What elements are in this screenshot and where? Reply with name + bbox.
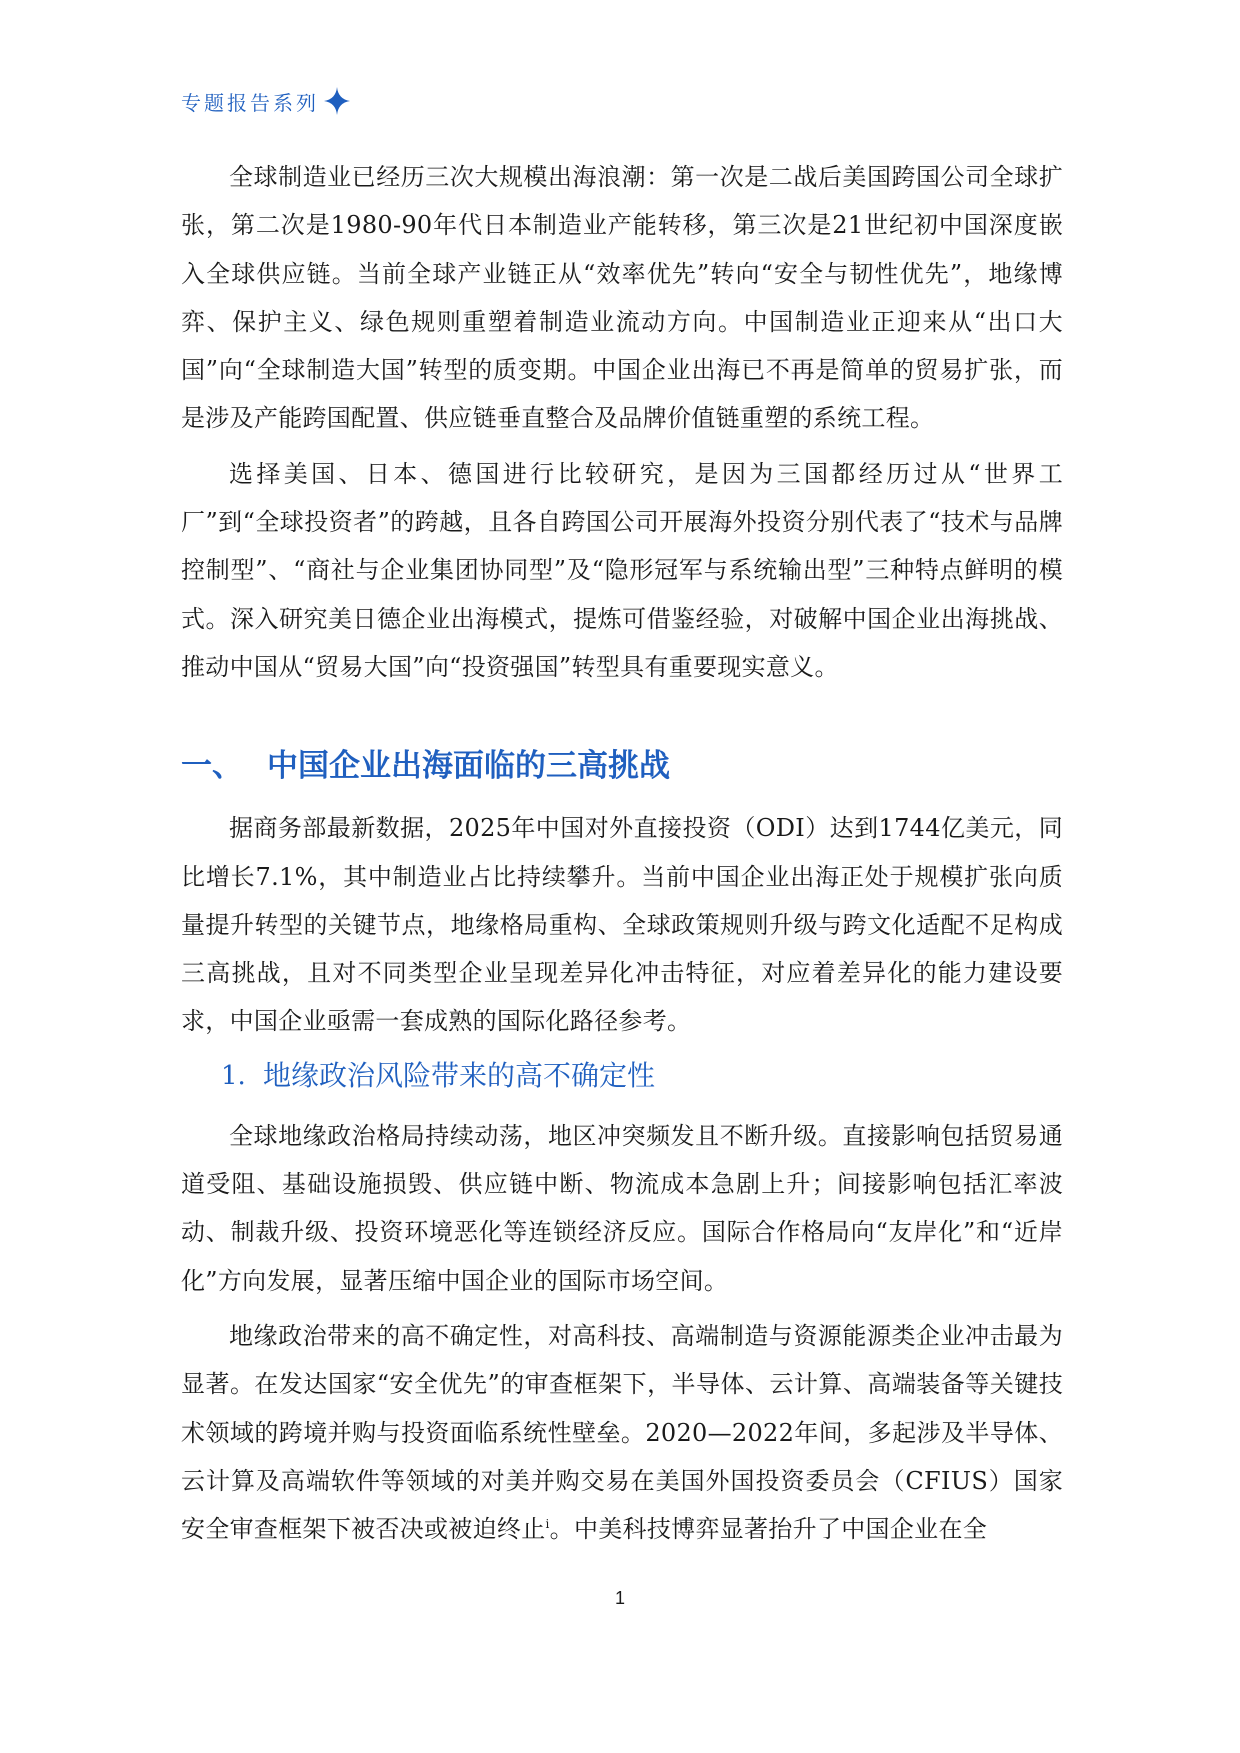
four-point-star-icon <box>323 86 351 116</box>
subsection-paragraph-1: 全球地缘政治格局持续动荡，地区冲突频发且不断升级。直接影响包括贸易通道受阻、基础设施损毁、供应链中断、物流成本急剧上升；间接影响包括汇率波动、制裁升级、投资环境恶化等连锁经济反应。国际合作格局向“友岸化”和“近岸化”方向发展，显著压缩中国企业的国际市场空间。 <box>181 1121 1063 1295</box>
report-series-title: 专题报告系列 <box>181 90 319 115</box>
section-paragraph: 据商务部最新数据，2025年中国对外直接投资（ODI）达到1744亿美元，同比增长7.1%，其中制造业占比持续攀升。当前中国企业出海正处于规模扩张向质量提升转型的关键节点，地缘格局重构、全球政策规则升级与跨文化适配不足构成三高挑战，且对不同类型企业呈现差异化冲击特征，对应着差异化的能力建设要求，中国企业亟需一套成熟的国际化路径参考。 <box>181 814 1063 1036</box>
intro-paragraph-1: 全球制造业已经历三次大规模出海浪潮：第一次是二战后美国跨国公司全球扩张，第二次是1980-90年代日本制造业产能转移，第三次是21世纪初中国深度嵌入全球供应链。当前全球产业链正从“效率优先”转向“安全与韧性优先”，地缘博弈、保护主义、绿色规则重塑着制造业流动方向。中国制造业正迎来从“出口大国”向“全球制造大国”转型的质变期。中国企业出海已不再是简单的贸易扩张，而是涉及产能跨国配置、供应链垂直整合及品牌价值链重塑的系统工程。 <box>181 163 1063 433</box>
report-header <box>181 86 351 116</box>
section-title: 中国企业出海面临的三高挑战 <box>267 748 670 785</box>
intro-paragraph-2: 选择美国、日本、德国进行比较研究，是因为三国都经历过从“世界工厂”到“全球投资者”的跨越，且各自跨国公司开展海外投资分别代表了“技术与品牌控制型”、“商社与企业集团协同型”及“隐形冠军与系统输出型”三种特点鲜明的模式。深入研究美日德企业出海模式，提炼可借鉴经验，对破解中国企业出海挑战、推动中国从“贸易大国”向“投资强国”转型具有重要现实意义。 <box>181 459 1063 681</box>
document-body <box>181 153 1063 1553</box>
subsection-title: 地缘政治风险带来的高不确定性 <box>263 1058 656 1092</box>
page-number: 1 <box>614 1588 625 1608</box>
subsection-number: 1. <box>221 1060 246 1091</box>
section-heading <box>181 740 1063 792</box>
section-number: 一、 <box>181 748 243 785</box>
subsection-heading <box>181 1054 1063 1098</box>
paragraph-text-part-1: 地缘政治带来的高不确定性，对高科技、高端制造与资源能源类企业冲击最为显著。在发达国家“安全优先”的审查框架下，半导体、云计算、高端装备等关键技术领域的跨境并购与投资面临系统性壁垒。2020—2022年间，多起涉及半导体、云计算及高端软件等领域的对美并购交易在美国外国投资委员会（CFIUS）国家安全审查框架下被否决或被迫终止 <box>181 1321 1063 1544</box>
paragraph-text-part-2: 。中美科技博弈显著抬升了中国企业在全 <box>549 1515 988 1544</box>
footnote-marker[interactable]: i <box>545 1517 550 1532</box>
subsection-paragraph-2 <box>181 1312 1063 1553</box>
